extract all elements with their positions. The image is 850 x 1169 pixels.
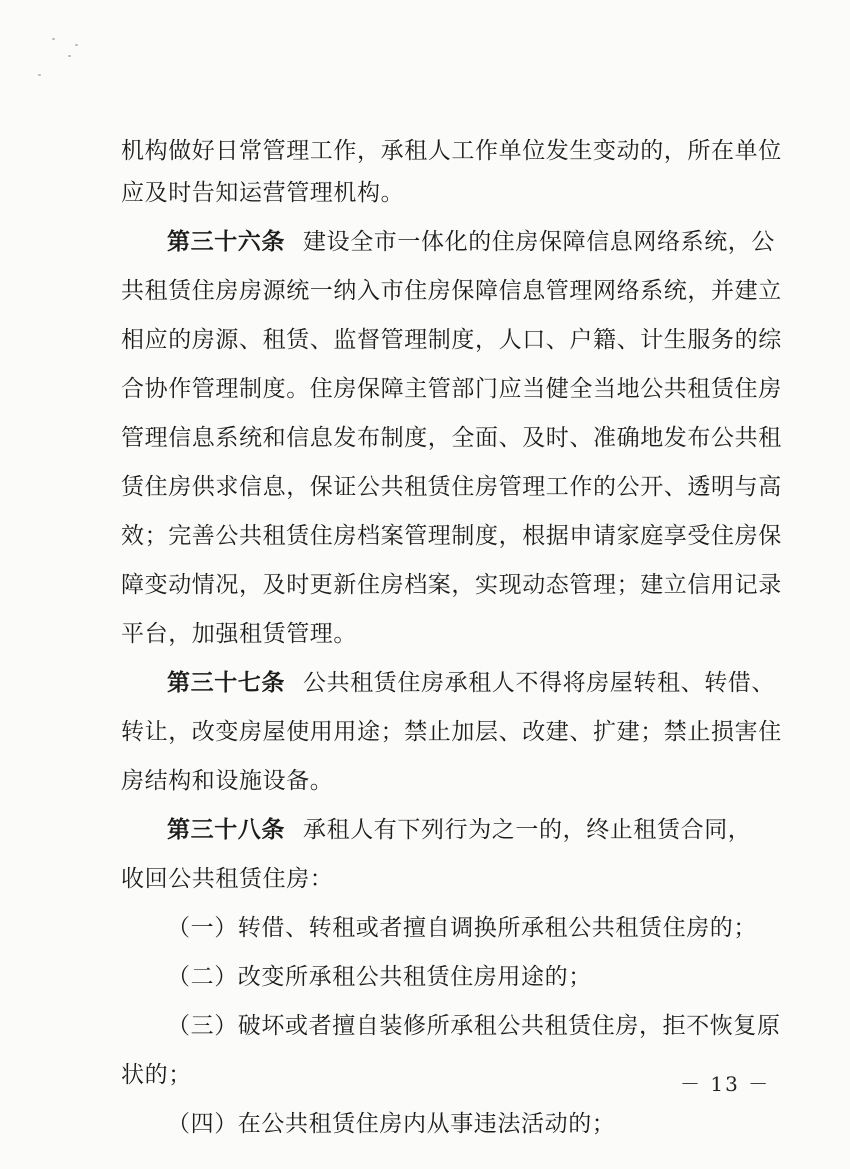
scan-speck <box>38 74 41 76</box>
article-38-heading-line: 第三十八条 承租人有下列行为之一的，终止租赁合同， <box>167 816 752 843</box>
list-item: （四）在公共租赁住房内从事违法活动的； <box>167 1111 616 1137</box>
list-item: （一）转借、转租或者擅自调换所承租公共租赁住房的； <box>167 915 757 941</box>
list-item: （三）破坏或者擅自装修所承租公共租赁住房，拒不恢复原 <box>167 1013 781 1039</box>
article-36-heading-line: 第三十六条 建设全市一体化的住房保障信息网络系统，公 <box>167 228 775 255</box>
scan-speck <box>75 44 78 46</box>
text-line: 机构做好日常管理工作，承租人工作单位发生变动的，所在单位 <box>121 138 782 164</box>
article-37-heading-line: 第三十七条 公共租赁住房承租人不得将房屋转租、转借、 <box>167 669 775 696</box>
scan-speck <box>68 55 71 57</box>
text-line: 房结构和设施设备。 <box>121 768 334 794</box>
text-line: 转让，改变房屋使用用途；禁止加层、改建、扩建；禁止损害住 <box>121 719 782 745</box>
text-line: 合协作管理制度。住房保障主管部门应当健全当地公共租赁住房 <box>121 376 782 402</box>
text-line: 相应的房源、租赁、监督管理制度，人口、户籍、计生服务的综 <box>121 327 782 353</box>
text-line: 应及时告知运营管理机构。 <box>121 180 405 206</box>
text-line: 效；完善公共租赁住房档案管理制度，根据申请家庭享受住房保 <box>121 523 782 549</box>
text-line: 状的； <box>121 1062 192 1088</box>
text-line: 平台，加强租赁管理。 <box>121 621 357 647</box>
scan-speck <box>52 38 55 40</box>
text-line: 障变动情况，及时更新住房档案，实现动态管理；建立信用记录 <box>121 572 782 598</box>
list-item: （二）改变所承租公共租赁住房用途的； <box>167 964 592 990</box>
text-line: 赁住房供求信息，保证公共租赁住房管理工作的公开、透明与高 <box>121 474 782 500</box>
page-number: － 13 － <box>680 1072 771 1096</box>
article-title: 第三十八条 <box>167 816 285 843</box>
text-line: 管理信息系统和信息发布制度，全面、及时、准确地发布公共租 <box>121 425 782 451</box>
text-line: 收回公共租赁住房： <box>121 866 334 892</box>
article-title: 第三十七条 <box>167 669 285 696</box>
article-title: 第三十六条 <box>167 228 285 255</box>
text-line: 共租赁住房房源统一纳入市住房保障信息管理网络系统，并建立 <box>121 278 782 304</box>
